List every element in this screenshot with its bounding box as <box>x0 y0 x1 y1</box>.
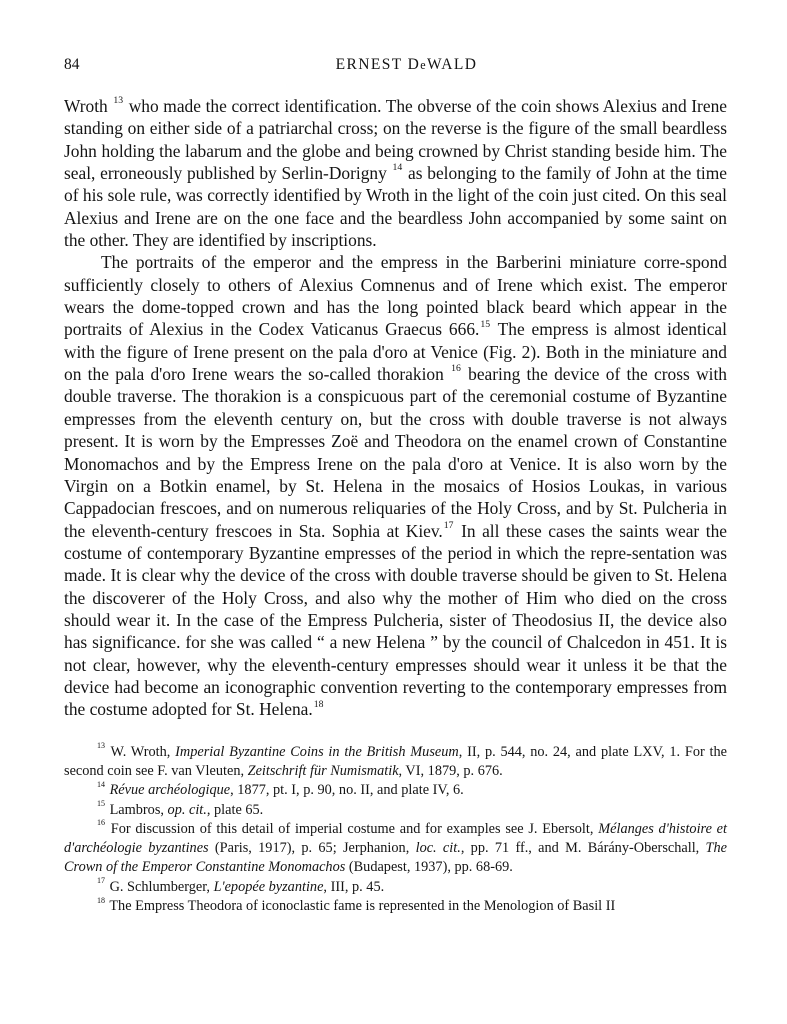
author-name-part: e <box>420 58 427 72</box>
text-run: (Budapest, 1937), pp. 68-69. <box>345 859 513 876</box>
text-run: The empress is almost identical with the figure of Irene present on the pala d'oro at Venice (Fig. 2). Both in the miniature and on the pala d'oro Irene wears the so-called thorakion <box>64 319 727 385</box>
author-name-part: ERNEST D <box>335 56 421 73</box>
note-reference: 18 <box>313 698 324 710</box>
note-reference: 17 <box>97 876 105 886</box>
text-run: The portraits of the emperor and the empress in the Barberini miniature corre-spond sufficiently closely to others of Alexius Comnenus and of Irene which exist. The emperor wears the dome-topped crown and has the long pointed black beard which appear in the portraits of Alexius in the Codex Vaticanus Graecus 666. <box>64 252 727 340</box>
text-run: , II, p. 544, no. 24, and plate LXV, 1. For the second coin see F. van Vleuten, <box>64 743 728 779</box>
footnote <box>64 820 727 878</box>
footnote <box>64 801 727 820</box>
note-reference: 14 <box>97 779 105 789</box>
note-reference: 18 <box>97 895 105 905</box>
italic-title: L'epopée byzantine <box>213 878 324 895</box>
page-number: 84 <box>64 56 80 73</box>
footnote <box>64 878 727 897</box>
text-run: as belonging to the family of John at the time of his sole rule, was correctly identified by Wroth in the light of the coin just cited. On this seal Alexius and Irene are on the one face and the beardless John accompanied by some saint on the other. They are identified by inscriptions. <box>64 163 727 251</box>
footnotes <box>64 743 727 917</box>
italic-title: Zeitschrift für Numismatik <box>247 762 399 779</box>
text-run: Wroth <box>64 96 113 116</box>
text-run: G. Schlumberger, <box>106 878 214 895</box>
text-run: who made the correct identification. The obverse of the coin shows Alexius and Irene standing on either side of a patriarchal cross; on the reverse is the figure of the small beardless John holding the labarum and the globe and being crowned by Christ standing beside him. The seal, erroneously published by Serlin-Dorigny <box>64 96 727 184</box>
footnote <box>64 781 727 800</box>
italic-title: Mélanges d'histoire et d'archéologie byzantines <box>64 820 727 857</box>
note-reference: 17 <box>443 519 454 531</box>
text-run: , III, p. 45. <box>323 878 385 895</box>
italic-title: Révue archéologique <box>109 782 231 799</box>
running-head <box>64 52 727 78</box>
italic-title: Imperial Byzantine Coins in the British Museum <box>175 743 459 760</box>
text-run: , plate 65. <box>206 801 264 818</box>
text-run: , VI, 1879, p. 676. <box>398 762 503 779</box>
text-run: bearing the device of the cross with double traverse. The thorakion is a conspicuous part of the ceremonial costume of Byzantine empresses from the eleventh century on, but the cross with double traverse is not always present. It is worn by the Empresses Zoë and Theodora on the enamel crown of Constantine Monomachos and by the Empress Irene on the pala d'oro at Venice. It is also worn by the Virgin on a Botkin enamel, by St. Helena in the mosaics of Hosios Loukas, in various Cappadocian frescoes, and on numerous reliquaries of the Holy Cross, and by St. Pulcheria in the eleventh-century frescoes in Sta. Sophia at Kiev. <box>64 364 727 541</box>
text-run: W. Wroth, <box>106 743 176 760</box>
body-paragraph <box>64 95 727 251</box>
author-name-part: WALD <box>426 56 478 73</box>
body-text <box>64 95 727 721</box>
italic-title: The Crown of the Emperor Constantine Monomachos <box>64 840 727 876</box>
note-reference: 14 <box>392 162 403 174</box>
footnote <box>64 897 727 916</box>
footnote <box>64 743 727 782</box>
note-reference: 13 <box>113 95 124 107</box>
text-run: Lambros, <box>106 801 168 818</box>
note-reference: 16 <box>97 818 105 828</box>
italic-title: op. cit. <box>167 801 207 818</box>
text-run: , 1877, pt. I, p. 90, no. II, and plate IV, 6. <box>230 782 464 799</box>
author-name <box>64 52 727 78</box>
note-reference: 16 <box>451 363 461 375</box>
text-run: The Empress Theodora of iconoclastic fame is represented in the Menologion of Basil II <box>106 898 616 914</box>
note-reference: 15 <box>97 799 105 809</box>
text-run: (Paris, 1917), p. 65; Jerphanion, <box>208 840 416 857</box>
body-paragraph <box>64 251 727 720</box>
italic-title: loc. cit. <box>415 840 461 857</box>
text-run: , pp. 71 ff., and M. Bárány-Oberschall, <box>460 840 706 857</box>
text-run: In all these cases the saints wear the costume of contemporary Byzantine empresses of the period in which the repre-sentation was made. It is clear why the device of the cross with double traverse should be given to St. Helena the discoverer of the Holy Cross, and also why the mother of Him who died on the cross should wear it. In the case of the Empress Pulcheria, sister of Theodosius II, the device also has significance. for she was called “ a new Helena ” by the council of Chalcedon in 451. It is not clear, however, why the eleventh-century empresses should wear it unless it be that the device had become an iconographic convention reverting to the contemporary empresses from the costume adopted for St. Helena. <box>64 520 727 720</box>
note-reference: 15 <box>480 318 491 330</box>
note-reference: 13 <box>97 741 105 751</box>
text-run: For discussion of this detail of imperial costume and for examples see J. Ebersolt, <box>106 820 599 837</box>
